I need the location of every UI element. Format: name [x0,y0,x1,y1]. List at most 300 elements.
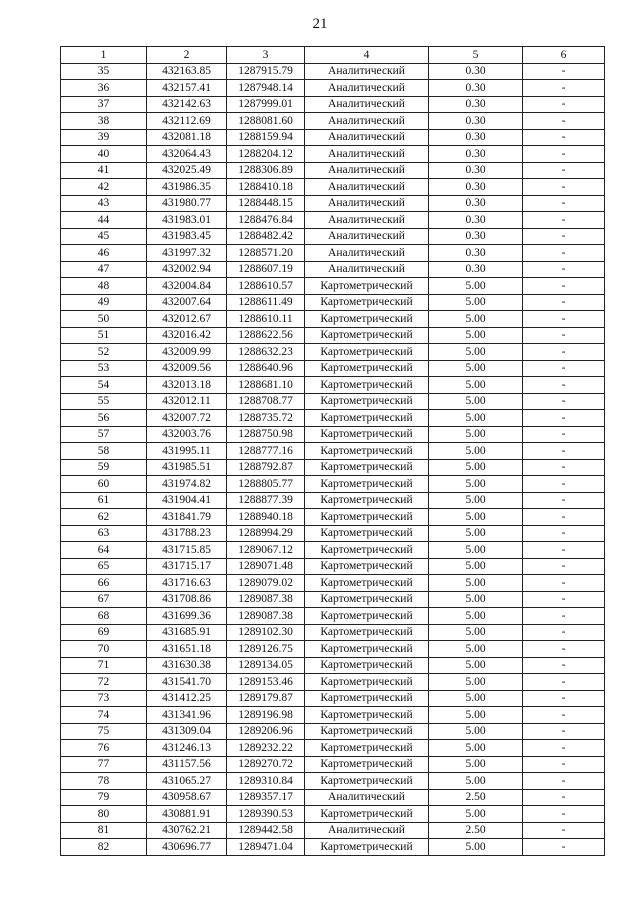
table-cell: 57 [61,426,147,443]
table-cell: Аналитический [305,96,429,113]
table-cell: 1289357.17 [227,789,305,806]
table-cell: - [523,278,605,295]
table-row [61,245,605,262]
table-cell: - [523,344,605,361]
table-row [61,377,605,394]
table-cell: 47 [61,261,147,278]
table-cell: - [523,789,605,806]
table-cell: 56 [61,410,147,427]
table-cell: 1288805.77 [227,476,305,493]
page-number: 21 [312,16,328,32]
table-cell: - [523,509,605,526]
table-cell: 1288610.11 [227,311,305,328]
table-cell: 432004.84 [147,278,227,295]
table-row [61,806,605,823]
table-cell: 0.30 [429,162,523,179]
table-cell: 431309.04 [147,723,227,740]
table-cell: - [523,162,605,179]
table-cell: Картометрический [305,393,429,410]
table-cell: 46 [61,245,147,262]
table-cell: 5.00 [429,344,523,361]
table-cell: 0.30 [429,113,523,130]
table-cell: - [523,740,605,757]
table-cell: 1289126.75 [227,641,305,658]
table-row [61,393,605,410]
table-cell: 5.00 [429,476,523,493]
table-row [61,294,605,311]
table-cell: 1289102.30 [227,624,305,641]
table-cell: 430762.21 [147,822,227,839]
table-cell: Аналитический [305,822,429,839]
table-cell: 5.00 [429,723,523,740]
table-row [61,426,605,443]
table-cell: 431983.01 [147,212,227,229]
table-row [61,641,605,658]
table-cell: 1288448.15 [227,195,305,212]
table-cell: 430881.91 [147,806,227,823]
table-cell: 432003.76 [147,426,227,443]
table-cell: - [523,558,605,575]
table-cell: Картометрический [305,443,429,460]
table-cell: 1287948.14 [227,80,305,97]
table-cell: 70 [61,641,147,658]
table-cell: 1288482.42 [227,228,305,245]
table-cell: 53 [61,360,147,377]
table-cell: - [523,261,605,278]
table-cell: - [523,674,605,691]
table-cell: Картометрический [305,410,429,427]
table-cell: - [523,113,605,130]
table-cell: 5.00 [429,624,523,641]
table-cell: - [523,410,605,427]
table-cell: 432157.41 [147,80,227,97]
table-cell: 59 [61,459,147,476]
table-cell: Картометрический [305,723,429,740]
table-cell: 5.00 [429,393,523,410]
table-cell: - [523,459,605,476]
table-row [61,707,605,724]
table-cell: - [523,773,605,790]
table-cell: 431983.45 [147,228,227,245]
table-cell: 431985.51 [147,459,227,476]
table-cell: 1289179.87 [227,690,305,707]
table-cell: 5.00 [429,377,523,394]
table-row [61,278,605,295]
table-cell: 431980.77 [147,195,227,212]
table-cell: 5.00 [429,773,523,790]
table-cell: 432025.49 [147,162,227,179]
table-row [61,773,605,790]
table-cell: 38 [61,113,147,130]
table-cell: 5.00 [429,608,523,625]
table-row [61,96,605,113]
table-cell: Картометрический [305,558,429,575]
table-cell: Картометрический [305,740,429,757]
table-cell: 1288610.57 [227,278,305,295]
table-cell: - [523,641,605,658]
table-cell: 1289196.98 [227,707,305,724]
table-cell: Картометрический [305,294,429,311]
coordinates-table [60,46,605,856]
table-cell: Картометрический [305,542,429,559]
table-cell: 431716.63 [147,575,227,592]
table-cell: Картометрический [305,690,429,707]
table-cell: 61 [61,492,147,509]
column-header: 4 [305,47,429,64]
table-cell: 0.30 [429,63,523,80]
table-row [61,459,605,476]
table-cell: 69 [61,624,147,641]
table-cell: 52 [61,344,147,361]
table-row [61,558,605,575]
table-cell: 0.30 [429,212,523,229]
column-header: 2 [147,47,227,64]
column-header: 5 [429,47,523,64]
table-row [61,162,605,179]
table-cell: 5.00 [429,690,523,707]
table-cell: 1288607.19 [227,261,305,278]
table-row [61,674,605,691]
table-cell: 5.00 [429,641,523,658]
table-cell: 5.00 [429,674,523,691]
table-cell: - [523,179,605,196]
table-cell: 5.00 [429,558,523,575]
table-cell: 2.50 [429,822,523,839]
table-cell: 82 [61,839,147,856]
table-cell: 50 [61,311,147,328]
table-cell: Аналитический [305,195,429,212]
table-cell: - [523,195,605,212]
table-cell: Картометрический [305,756,429,773]
table-cell: 0.30 [429,80,523,97]
table-cell: 1289087.38 [227,591,305,608]
table-cell: - [523,146,605,163]
table-cell: Картометрический [305,327,429,344]
table-cell: - [523,542,605,559]
table-cell: 1288681.10 [227,377,305,394]
table-cell: 5.00 [429,443,523,460]
table-cell: 1289442.58 [227,822,305,839]
table-cell: Картометрический [305,377,429,394]
table-row [61,740,605,757]
table-cell: 73 [61,690,147,707]
table-row [61,575,605,592]
table-cell: 78 [61,773,147,790]
table-cell: 5.00 [429,492,523,509]
table-cell: 431541.70 [147,674,227,691]
table-cell: 5.00 [429,740,523,757]
table-cell: 41 [61,162,147,179]
table-cell: 60 [61,476,147,493]
table-cell: 72 [61,674,147,691]
table-cell: 1288159.94 [227,129,305,146]
table-cell: Картометрический [305,608,429,625]
table-cell: 1289390.53 [227,806,305,823]
table-cell: 36 [61,80,147,97]
table-cell: 0.30 [429,179,523,196]
table-cell: 432081.18 [147,129,227,146]
table-cell: Аналитический [305,245,429,262]
table-cell: 71 [61,657,147,674]
table-cell: 431997.32 [147,245,227,262]
table-cell: 431715.17 [147,558,227,575]
table-cell: Аналитический [305,113,429,130]
table-cell: - [523,63,605,80]
table-cell: - [523,806,605,823]
table-cell: Картометрический [305,525,429,542]
table-row [61,690,605,707]
table-cell: 5.00 [429,806,523,823]
table-cell: 0.30 [429,96,523,113]
table-cell: 42 [61,179,147,196]
table-cell: Аналитический [305,789,429,806]
table-cell: 1289134.05 [227,657,305,674]
table-cell: Аналитический [305,162,429,179]
table-cell: - [523,360,605,377]
table-cell: 1288792.87 [227,459,305,476]
table-cell: 431708.86 [147,591,227,608]
table-row [61,228,605,245]
table-cell: 5.00 [429,509,523,526]
table-cell: 432142.63 [147,96,227,113]
table-cell: 432112.69 [147,113,227,130]
table-cell: 1287999.01 [227,96,305,113]
table-row [61,657,605,674]
table-cell: 5.00 [429,525,523,542]
table-cell: 5.00 [429,327,523,344]
table-cell: 49 [61,294,147,311]
table-cell: 0.30 [429,129,523,146]
table-cell: - [523,129,605,146]
table-cell: Картометрический [305,476,429,493]
table-cell: 1289232.22 [227,740,305,757]
table-cell: 430696.77 [147,839,227,856]
table-cell: 432012.11 [147,393,227,410]
table-row [61,509,605,526]
table-cell: 432009.99 [147,344,227,361]
table-row [61,542,605,559]
table-cell: 431715.85 [147,542,227,559]
table-cell: 0.30 [429,195,523,212]
table-cell: 58 [61,443,147,460]
table-cell: 5.00 [429,360,523,377]
table-cell: - [523,476,605,493]
table-cell: 431788.23 [147,525,227,542]
table-row [61,492,605,509]
column-header: 3 [227,47,305,64]
table-row [61,261,605,278]
table-cell: - [523,212,605,229]
table-cell: 5.00 [429,426,523,443]
table-cell: 0.30 [429,261,523,278]
table-cell: Картометрический [305,311,429,328]
table-cell: - [523,245,605,262]
table-cell: 5.00 [429,591,523,608]
table-cell: - [523,591,605,608]
table-cell: - [523,822,605,839]
table-row [61,410,605,427]
table-row [61,311,605,328]
table-cell: Картометрический [305,278,429,295]
table-cell: Картометрический [305,360,429,377]
table-cell: 77 [61,756,147,773]
table-cell: 1288410.18 [227,179,305,196]
table-row [61,63,605,80]
table-cell: 432064.43 [147,146,227,163]
table-cell: - [523,525,605,542]
table-cell: 1288622.56 [227,327,305,344]
table-cell: 66 [61,575,147,592]
table-cell: Картометрический [305,641,429,658]
table-row [61,756,605,773]
table-cell: 432007.72 [147,410,227,427]
table-row [61,839,605,856]
table-cell: 432013.18 [147,377,227,394]
table-row [61,723,605,740]
table-cell: Картометрический [305,657,429,674]
table-cell: 431904.41 [147,492,227,509]
table-cell: - [523,492,605,509]
table-cell: 81 [61,822,147,839]
table-cell: 5.00 [429,278,523,295]
table-cell: 431995.11 [147,443,227,460]
table-cell: Картометрический [305,344,429,361]
table-row [61,146,605,163]
table-cell: 432002.94 [147,261,227,278]
table-cell: 65 [61,558,147,575]
table-cell: 431157.56 [147,756,227,773]
table-cell: 1288708.77 [227,393,305,410]
table-row [61,129,605,146]
table-row [61,822,605,839]
table-cell: 1289153.46 [227,674,305,691]
table-cell: 1288204.12 [227,146,305,163]
table-cell: 1288777.16 [227,443,305,460]
table-cell: - [523,80,605,97]
table-row [61,789,605,806]
table-header-row [61,47,605,64]
table-cell: 431841.79 [147,509,227,526]
table-row [61,608,605,625]
table-cell: 2.50 [429,789,523,806]
table-cell: 1288306.89 [227,162,305,179]
table-cell: 75 [61,723,147,740]
table-row [61,624,605,641]
table-cell: 67 [61,591,147,608]
table-cell: 5.00 [429,657,523,674]
table-cell: 1288994.29 [227,525,305,542]
table-cell: 68 [61,608,147,625]
column-header: 1 [61,47,147,64]
table-row [61,179,605,196]
table-cell: - [523,624,605,641]
table-cell: 76 [61,740,147,757]
table-cell: 0.30 [429,245,523,262]
table-cell: 1288735.72 [227,410,305,427]
table-cell: 431651.18 [147,641,227,658]
table-cell: Аналитический [305,63,429,80]
table-cell: 1289079.02 [227,575,305,592]
table-cell: Аналитический [305,228,429,245]
table-cell: 431699.36 [147,608,227,625]
table-cell: 432163.85 [147,63,227,80]
table-cell: 1288632.23 [227,344,305,361]
table-cell: Аналитический [305,80,429,97]
table-cell: 431412.25 [147,690,227,707]
table-cell: 1288750.98 [227,426,305,443]
table-body [61,63,605,855]
table-cell: Картометрический [305,575,429,592]
table-row [61,525,605,542]
table-row [61,113,605,130]
table-cell: 5.00 [429,575,523,592]
table-cell: Картометрический [305,509,429,526]
table-cell: - [523,393,605,410]
table-cell: - [523,443,605,460]
table-cell: 431065.27 [147,773,227,790]
table-cell: - [523,657,605,674]
column-header: 6 [523,47,605,64]
table-cell: 40 [61,146,147,163]
table-cell: 432009.56 [147,360,227,377]
table-cell: - [523,327,605,344]
table-cell: - [523,723,605,740]
table-cell: 432016.42 [147,327,227,344]
table-cell: 39 [61,129,147,146]
table-row [61,195,605,212]
table-cell: 55 [61,393,147,410]
table-cell: Картометрический [305,674,429,691]
table-cell: 5.00 [429,459,523,476]
table-cell: 51 [61,327,147,344]
table-cell: Картометрический [305,624,429,641]
table-cell: Картометрический [305,839,429,856]
table-cell: Картометрический [305,707,429,724]
table-cell: Картометрический [305,591,429,608]
table-row [61,443,605,460]
table-cell: 45 [61,228,147,245]
table-cell: 64 [61,542,147,559]
table-cell: 0.30 [429,146,523,163]
table-cell: 44 [61,212,147,229]
table-row [61,476,605,493]
table-row [61,212,605,229]
table-cell: 431986.35 [147,179,227,196]
table-cell: Аналитический [305,212,429,229]
table-cell: 54 [61,377,147,394]
table-cell: 35 [61,63,147,80]
table-cell: 1289471.04 [227,839,305,856]
table-cell: - [523,756,605,773]
table-cell: - [523,377,605,394]
table-cell: 5.00 [429,839,523,856]
table-cell: - [523,575,605,592]
table-cell: Аналитический [305,129,429,146]
table-cell: - [523,707,605,724]
table-cell: 431246.13 [147,740,227,757]
table-cell: 74 [61,707,147,724]
table-cell: 48 [61,278,147,295]
table-cell: Аналитический [305,146,429,163]
table-cell: 432007.64 [147,294,227,311]
table-cell: 431685.91 [147,624,227,641]
table-cell: Аналитический [305,179,429,196]
table-cell: 79 [61,789,147,806]
table-cell: 1289071.48 [227,558,305,575]
table-cell: 431630.38 [147,657,227,674]
table-cell: 1288877.39 [227,492,305,509]
table-cell: - [523,96,605,113]
